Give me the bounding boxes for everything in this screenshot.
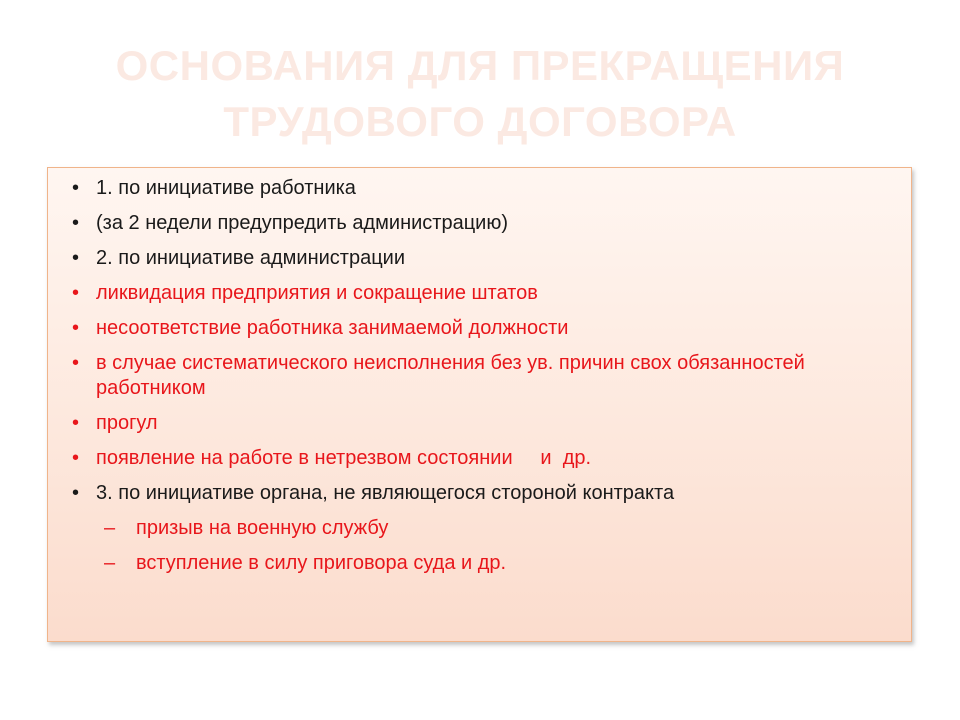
list-item-liquidation (72, 281, 891, 306)
bullet-icon: • (72, 412, 80, 434)
list-item-text: прогул (96, 412, 158, 434)
list-item-text: появление на работе в нетрезвом состоянии и др. (96, 447, 592, 469)
list-item-text: вступление в силу приговора суда и др. (136, 552, 507, 574)
list-item-third-party-initiative (72, 481, 891, 506)
list-item-text: 3. по инициативе органа, не являющегося стороной контракта (96, 482, 675, 504)
list-item-position-mismatch (72, 316, 891, 341)
list-item-text: несоответствие работника занимаемой должности (96, 317, 569, 339)
list-item-absenteeism (72, 411, 891, 436)
list-subitem-military-draft (72, 516, 891, 541)
list-item-text: в случае систематического неисполнения без ув. причин свох обязанностей работником (96, 352, 805, 399)
list-item-intoxication (72, 446, 891, 471)
dash-icon: – (104, 517, 116, 539)
bullet-icon: • (72, 212, 80, 234)
slide-title-line-2: ТРУДОВОГО ДОГОВОРА (223, 98, 737, 145)
list-item-text: (за 2 недели предупредить администрацию) (96, 212, 508, 234)
bullet-icon: • (72, 282, 80, 304)
list-item-administration-initiative (72, 246, 891, 271)
bullet-icon: • (72, 447, 80, 469)
bullet-icon: • (72, 247, 80, 269)
list-subitem-court-sentence (72, 551, 891, 576)
bullet-icon: • (72, 317, 80, 339)
content-box (47, 167, 912, 642)
list-item-text: 2. по инициативе администрации (96, 247, 405, 269)
list-item-text: призыв на военную службу (136, 517, 389, 539)
slide-title-line-1: ОСНОВАНИЯ ДЛЯ ПРЕКРАЩЕНИЯ (115, 42, 845, 89)
dash-icon: – (104, 552, 116, 574)
bullet-icon: • (72, 482, 80, 504)
bullet-icon: • (72, 177, 80, 199)
slide-title (60, 38, 900, 150)
bullet-icon: • (72, 352, 80, 374)
list-item-text: ликвидация предприятия и сокращение штатов (96, 282, 538, 304)
list-item-employee-initiative (72, 176, 891, 201)
list-item-systematic-nonperformance (72, 351, 891, 401)
list-item-notice-period (72, 211, 891, 236)
bullet-list (48, 168, 911, 576)
list-item-text: 1. по инициативе работника (96, 177, 356, 199)
